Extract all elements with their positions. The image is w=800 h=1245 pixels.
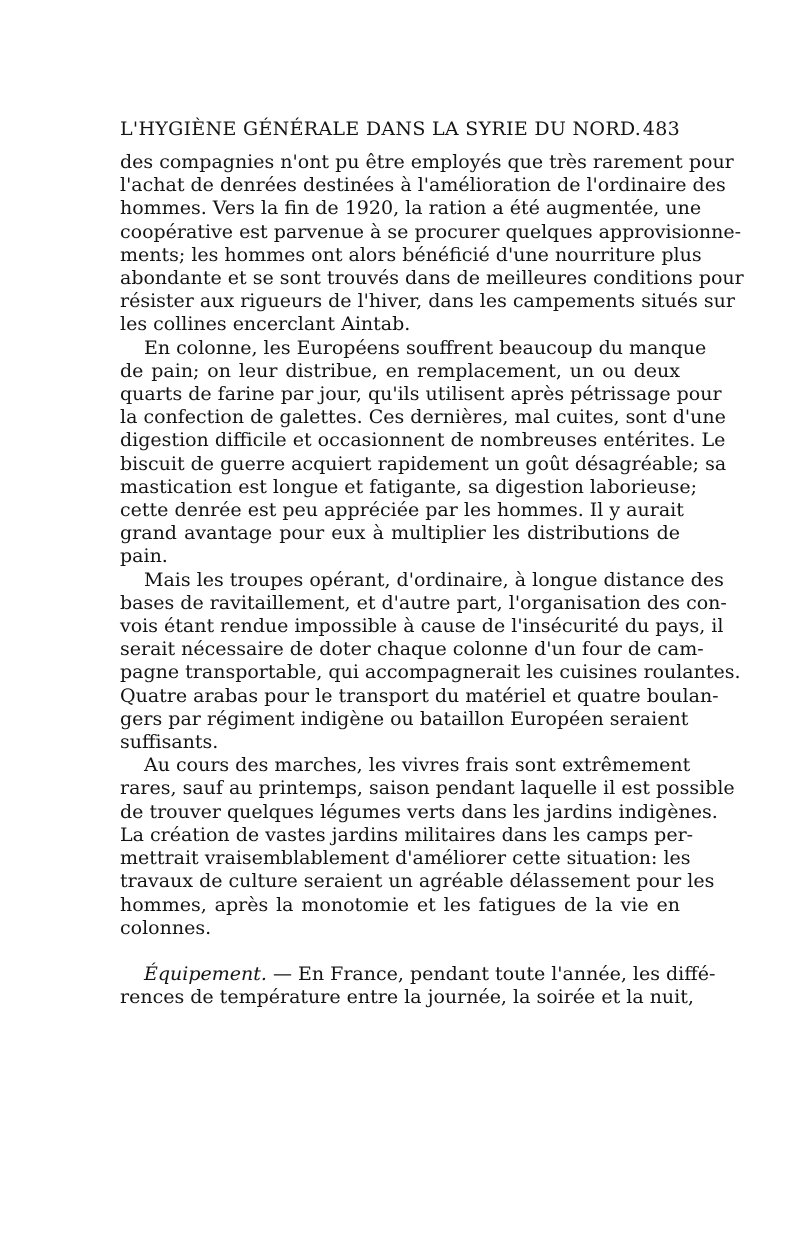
text-line: Quatre arabas pour le transport du matériel et quatre boulan- [120, 684, 719, 707]
equipment-section [120, 962, 716, 1009]
page-number: 483 [642, 118, 680, 140]
text-line: coopérative est parvenue à se procurer quelques approvisionne- [120, 220, 741, 243]
text-line: ments; les hommes ont alors bénéficié d'une nourriture plus [120, 243, 702, 266]
text-line: quarts de farine par jour, qu'ils utilisent après pétrissage pour [120, 383, 722, 406]
text-line: travaux de culture seraient un agréable délassement pour les [120, 870, 715, 893]
body-text [120, 151, 744, 1009]
paragraph [120, 754, 735, 940]
text-line: cette denrée est peu appréciée par les hommes. Il y aurait [120, 499, 684, 522]
text-line: biscuit de guerre acquiert rapidement un goût désagréable; sa [120, 452, 727, 475]
running-title: L'HYGIÈNE GÉNÉRALE DANS LA SYRIE DU NORD. [120, 118, 642, 140]
paragraph [120, 568, 741, 755]
text-line: vois étant rendue impossible à cause de l'insécurité du pays, il [120, 615, 724, 638]
text-line: La création de vastes jardins militaires dans les camps per- [120, 823, 694, 846]
paragraph [120, 336, 727, 569]
text-line: serait nécessaire de doter chaque colonne d'un four de cam- [120, 638, 704, 661]
text-line: résister aux rigueurs de l'hiver, dans les campements situés sur [120, 290, 735, 313]
text-line: gers par régiment indigène ou bataillon Européen seraient [120, 707, 689, 730]
text-line: des compagnies n'ont pu être employés que très rarement pour [120, 151, 734, 173]
text-line: rares, sauf au printemps, saison pendant laquelle il est possible [120, 777, 735, 800]
text-line: En colonne, les Européens souffrent beaucoup du manque [144, 336, 707, 359]
text-line: mastication est longue et fatigante, sa digestion laborieuse; [120, 475, 697, 498]
text-line: l'achat de denrées destinées à l'amélioration de l'ordinaire des [120, 174, 726, 197]
text-line: hommes. Vers la fin de 1920, la ration a été augmentée, une [120, 197, 702, 220]
text-line: de pain; on leur distribue, en remplacement, un ou deux [120, 359, 680, 382]
text-line: digestion difficile et occasionnent de nombreuses entérites. Le [120, 429, 726, 452]
text-line: pagne transportable, qui accompagnerait les cuisines roulantes. [120, 661, 741, 684]
text-line: hommes, après la monotomie et les fatigues de la vie en [120, 893, 680, 916]
text-line: pain. [120, 545, 168, 568]
text-line: mettrait vraisemblablement d'améliorer cette situation: les [120, 847, 691, 870]
section-first-line-text: — En France, pendant toute l'année, les diffé- [266, 962, 716, 985]
text-line: suffisants. [120, 731, 219, 754]
text-line: de trouver quelques légumes verts dans les jardins indigènes. [120, 800, 718, 823]
text-line: bases de ravitaillement, et d'autre part, l'organisation des con- [120, 591, 727, 614]
paragraph [120, 151, 744, 337]
section-heading: Équipement. [144, 962, 267, 985]
text-line: les collines encerclant Aintab. [120, 313, 411, 336]
text-line: rences de température entre la journée, la soirée et la nuit, [120, 986, 694, 1009]
text-line: abondante et se sont trouvés dans de meilleures conditions pour [120, 267, 744, 290]
text-line: Mais les troupes opérant, d'ordinaire, à longue distance des [144, 568, 724, 591]
text-line: grand avantage pour eux à multiplier les distributions de [120, 522, 680, 545]
running-header [120, 118, 680, 140]
text-line [120, 962, 716, 986]
text-line: colonnes. [120, 916, 212, 939]
text-line: Au cours des marches, les vivres frais sont extrêmement [144, 754, 691, 777]
text-line: la confection de galettes. Ces dernières, mal cuites, sont d'une [120, 406, 726, 429]
section-gap [120, 940, 680, 963]
